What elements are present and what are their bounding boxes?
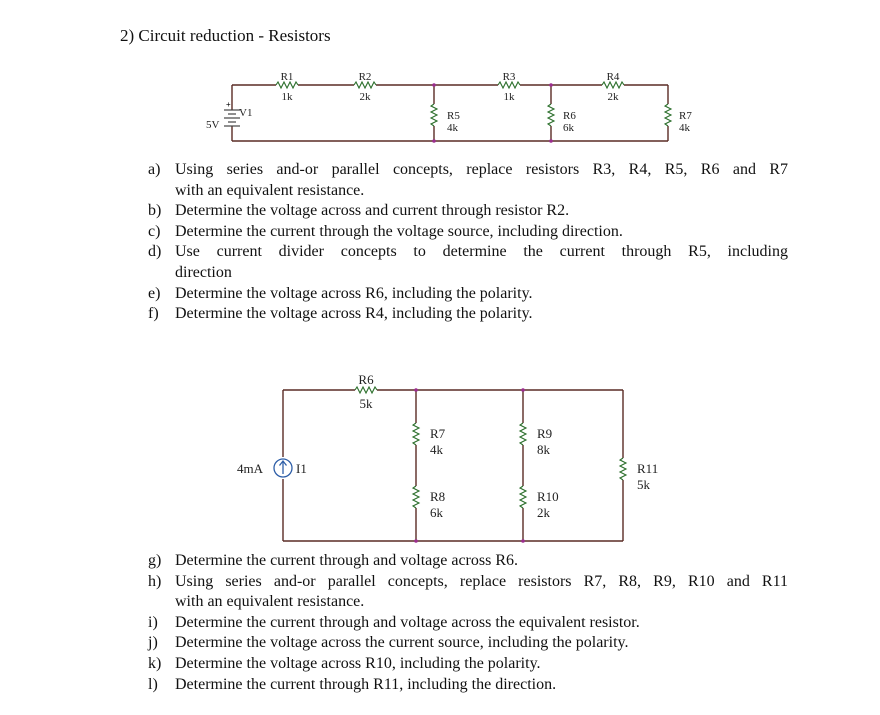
question-b: b) Determine the voltage across and current through resistor R2. xyxy=(148,202,570,220)
c2-node xyxy=(521,388,525,392)
question-f: f) Determine the voltage across R4, including the polarity. xyxy=(148,305,533,323)
resistor-r11-symbol xyxy=(620,458,626,480)
question-c: c) Determine the current through the voltage source, including direction. xyxy=(148,222,623,240)
c2-r8-name: R8 xyxy=(430,489,446,504)
c2-r9-value: 8k xyxy=(537,442,550,457)
resistor-r6-5k-symbol xyxy=(355,387,377,393)
question-g: g) Determine the current through and voltage across R6. xyxy=(148,552,518,569)
question-l: l) Determine the current through R11, including the direction. xyxy=(148,675,557,693)
c2-node xyxy=(521,539,525,543)
r3-name: R3 xyxy=(502,71,516,83)
i1-value: 4mA xyxy=(237,461,263,476)
c2-node xyxy=(414,539,418,543)
r2-value: 2k xyxy=(359,91,371,103)
c2-r7-name: R7 xyxy=(430,426,446,441)
question-list-1 xyxy=(148,160,788,325)
c2-r11-name: R11 xyxy=(637,461,659,476)
question-a: a) Using series and-or parallel concepts, replace resistors R3, R4, R5, R6 and R7 with an equivalent resistance. xyxy=(148,161,788,199)
r1-name: R1 xyxy=(280,71,294,83)
resistor-r7-symbol xyxy=(665,104,671,126)
v1-name: V1 xyxy=(239,107,253,119)
r7-value: 4k xyxy=(679,122,690,134)
question-list-2 xyxy=(148,551,788,695)
resistor-r10-symbol xyxy=(520,486,526,508)
question-d: d) Use current divider concepts to determine the current through R5, including direction xyxy=(148,243,788,281)
r4-name: R4 xyxy=(606,71,620,83)
c2-r9-name: R9 xyxy=(537,426,553,441)
r3-value: 1k xyxy=(503,91,515,103)
c2-r8-value: 6k xyxy=(430,505,443,520)
resistor-r9-symbol xyxy=(520,423,526,445)
svg-text:+: + xyxy=(226,100,231,109)
c2-r11-value: 5k xyxy=(637,477,650,492)
resistor-r7-4k-symbol xyxy=(413,423,419,445)
resistor-r8-symbol xyxy=(413,486,419,508)
question-i: i) Determine the current through and voltage across the equivalent resistor. xyxy=(148,613,640,631)
c1-node xyxy=(432,139,436,143)
resistor-r6-symbol xyxy=(548,104,554,126)
question-k: k) Determine the voltage across R10, including the polarity. xyxy=(148,654,541,672)
resistor-r5-symbol xyxy=(431,104,437,126)
r2-name: R2 xyxy=(358,71,372,83)
c1-node xyxy=(432,83,436,87)
r5-value: 4k xyxy=(447,122,458,134)
v1-value: 5V xyxy=(206,119,220,131)
c1-node xyxy=(549,139,553,143)
question-h: h) Using series and-or parallel concepts, replace resistors R7, R8, R9, R10 and R11 with an equivalent resistance. xyxy=(148,572,788,611)
c2-r10-name: R10 xyxy=(537,489,559,504)
c1-node xyxy=(549,83,553,87)
r6-name: R6 xyxy=(563,110,576,122)
c2-r6-value: 5k xyxy=(359,396,373,411)
r5-name: R5 xyxy=(447,110,460,122)
r7-name: R7 xyxy=(679,110,692,122)
question-j: j) Determine the voltage across the current source, including the polarity. xyxy=(148,634,629,652)
i1-name: I1 xyxy=(296,461,307,476)
r1-value: 1k xyxy=(281,91,293,103)
question-e: e) Determine the voltage across R6, including the polarity. xyxy=(148,284,533,302)
c2-r7-value: 4k xyxy=(430,442,443,457)
r4-value: 2k xyxy=(607,91,619,103)
r6-value: 6k xyxy=(563,122,574,134)
c2-r6-name: R6 xyxy=(358,372,374,387)
current-source-i1-symbol xyxy=(274,459,292,477)
c2-r10-value: 2k xyxy=(537,505,550,520)
problem-title: 2) Circuit reduction - Resistors xyxy=(120,26,331,45)
c2-node xyxy=(414,388,418,392)
